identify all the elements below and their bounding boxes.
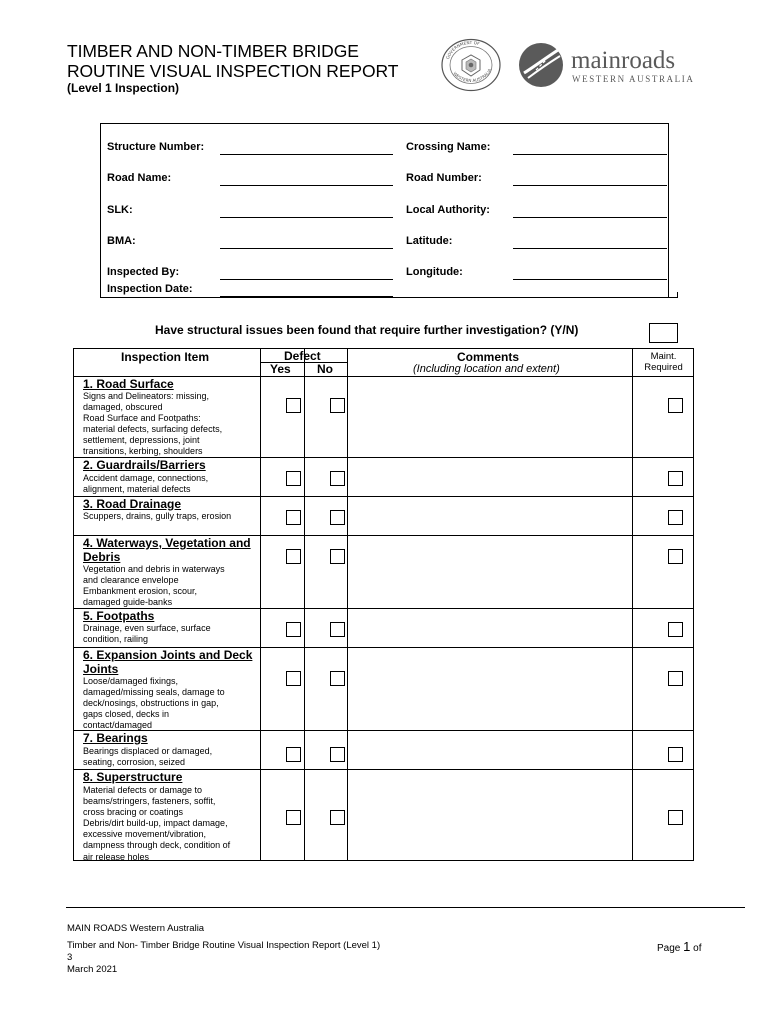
crossing-name-label: Crossing Name: bbox=[406, 141, 491, 153]
inspection-item-header: Inspection Item bbox=[121, 350, 210, 364]
inspected-by-label: Inspected By: bbox=[107, 266, 180, 278]
bma-field[interactable] bbox=[220, 248, 393, 249]
footer-date: March 2021 bbox=[67, 964, 118, 975]
item-description: Scuppers, drains, gully traps, erosion bbox=[83, 511, 232, 521]
further-investigation-question: Have structural issues been found that require further investigation? (Y/N) bbox=[155, 323, 579, 337]
svg-text:WESTERN AUSTRALIA: WESTERN AUSTRALIA bbox=[452, 67, 493, 84]
crossing-name-field[interactable] bbox=[513, 154, 667, 155]
defect-yes-checkbox[interactable] bbox=[286, 810, 301, 825]
item-description: Drainage, even surface, surface condition, railing bbox=[83, 623, 211, 645]
government-seal-logo bbox=[440, 38, 502, 92]
defect-yes-checkbox[interactable] bbox=[286, 747, 301, 762]
page-number: 1 bbox=[683, 939, 691, 954]
maint-required-header: Maint. Required bbox=[644, 351, 683, 373]
structure-details-box-bottom bbox=[100, 297, 678, 298]
inspection-date-label: Inspection Date: bbox=[107, 283, 193, 295]
mainroads-logo bbox=[518, 40, 714, 90]
item-title: 4. Waterways, Vegetation and Debris bbox=[83, 536, 251, 564]
road-name-label: Road Name: bbox=[107, 172, 172, 184]
comments-header: Comments bbox=[457, 350, 520, 364]
inspection-table bbox=[73, 348, 694, 861]
defect-yes-checkbox[interactable] bbox=[286, 398, 301, 413]
item-title: 7. Bearings bbox=[83, 731, 148, 745]
latitude-label: Latitude: bbox=[406, 235, 453, 247]
comments-subheader: (Including location and extent) bbox=[413, 363, 560, 375]
defect-yes-header: Yes bbox=[270, 362, 291, 376]
defect-yes-checkbox[interactable] bbox=[286, 510, 301, 525]
item-description: Bearings displaced or damaged, seating, corrosion, seized bbox=[83, 746, 213, 768]
local-authority-field[interactable] bbox=[513, 217, 667, 218]
footer-doc-title: Timber and Non- Timber Bridge Routine Visual Inspection Report (Level 1) bbox=[67, 940, 381, 951]
further-investigation-answer-box[interactable] bbox=[649, 323, 678, 343]
slk-label: SLK: bbox=[107, 204, 133, 216]
defect-no-checkbox[interactable] bbox=[330, 510, 345, 525]
maint-required-checkbox[interactable] bbox=[668, 622, 683, 637]
item-title: 3. Road Drainage bbox=[83, 497, 182, 511]
item-description: Vegetation and debris in waterways and clearance envelope Embankment erosion, scour, damaged guide-banks bbox=[83, 564, 225, 608]
defect-no-checkbox[interactable] bbox=[330, 671, 345, 686]
defect-yes-checkbox[interactable] bbox=[286, 471, 301, 486]
defect-header: Defect bbox=[284, 349, 321, 363]
item-description: Signs and Delineators: missing, damaged, obscured Road Surface and Footpaths: material defects, surfacing defects, settlement, depressions, joint transitions, kerbing, shoulders bbox=[83, 391, 223, 457]
item-title: 6. Expansion Joints and Deck Joints bbox=[83, 648, 253, 676]
defect-yes-checkbox[interactable] bbox=[286, 622, 301, 637]
item-description: Accident damage, connections, alignment, material defects bbox=[83, 473, 209, 495]
defect-no-header: No bbox=[317, 362, 333, 376]
report-title-line1: TIMBER AND NON-TIMBER BRIDGE bbox=[67, 41, 359, 61]
table-divider bbox=[304, 349, 305, 860]
maint-required-checkbox[interactable] bbox=[668, 510, 683, 525]
bma-label: BMA: bbox=[107, 235, 136, 247]
defect-no-checkbox[interactable] bbox=[330, 549, 345, 564]
table-divider bbox=[632, 349, 633, 860]
defect-no-checkbox[interactable] bbox=[330, 622, 345, 637]
item-title: 2. Guardrails/Barriers bbox=[83, 458, 206, 472]
road-number-label: Road Number: bbox=[406, 172, 482, 184]
defect-no-checkbox[interactable] bbox=[330, 810, 345, 825]
structure-number-label: Structure Number: bbox=[107, 141, 205, 153]
svg-text:mainroads: mainroads bbox=[571, 47, 676, 74]
footer-total-pages: 3 bbox=[67, 952, 73, 963]
item-title: 8. Superstructure bbox=[83, 770, 183, 784]
maint-required-checkbox[interactable] bbox=[668, 398, 683, 413]
maint-required-checkbox[interactable] bbox=[668, 747, 683, 762]
road-number-field[interactable] bbox=[513, 185, 667, 186]
svg-text:WESTERN AUSTRALIA: WESTERN AUSTRALIA bbox=[572, 74, 695, 84]
latitude-field[interactable] bbox=[513, 248, 667, 249]
footer-rule bbox=[66, 907, 745, 908]
inspection-date-field[interactable] bbox=[220, 296, 393, 297]
footer-page-indicator: Page 1 of bbox=[657, 939, 702, 954]
longitude-label: Longitude: bbox=[406, 266, 463, 278]
svg-text:GOVERNMENT OF: GOVERNMENT OF bbox=[444, 39, 481, 60]
table-divider bbox=[260, 349, 261, 860]
report-subtitle: (Level 1 Inspection) bbox=[67, 81, 180, 95]
footer-org: MAIN ROADS Western Australia bbox=[67, 923, 205, 934]
defect-no-checkbox[interactable] bbox=[330, 471, 345, 486]
structure-number-field[interactable] bbox=[220, 154, 393, 155]
maint-required-checkbox[interactable] bbox=[668, 671, 683, 686]
maint-required-checkbox[interactable] bbox=[668, 810, 683, 825]
item-description: Loose/damaged fixings, damaged/missing seals, damage to deck/nosings, obstructions in gap, gaps closed, decks in contact/damaged bbox=[83, 676, 225, 731]
table-divider bbox=[347, 349, 348, 860]
defect-yes-checkbox[interactable] bbox=[286, 549, 301, 564]
defect-yes-checkbox[interactable] bbox=[286, 671, 301, 686]
item-title: 5. Footpaths bbox=[83, 609, 155, 623]
item-title: 1. Road Surface bbox=[83, 377, 174, 391]
item-description: Material defects or damage to beams/stringers, fasteners, soffit, cross bracing or coatings Debris/dirt build-up, impact damage, excessive movement/vibration, dampness through deck, condition of air release holes bbox=[83, 785, 231, 862]
local-authority-label: Local Authority: bbox=[406, 204, 490, 216]
slk-field[interactable] bbox=[220, 217, 393, 218]
maint-required-checkbox[interactable] bbox=[668, 471, 683, 486]
road-name-field[interactable] bbox=[220, 185, 393, 186]
longitude-field[interactable] bbox=[513, 279, 667, 280]
report-title-line2: ROUTINE VISUAL INSPECTION REPORT bbox=[67, 61, 399, 81]
maint-required-checkbox[interactable] bbox=[668, 549, 683, 564]
inspected-by-field[interactable] bbox=[220, 279, 393, 280]
defect-no-checkbox[interactable] bbox=[330, 398, 345, 413]
structure-details-box-tick bbox=[677, 292, 678, 298]
defect-no-checkbox[interactable] bbox=[330, 747, 345, 762]
